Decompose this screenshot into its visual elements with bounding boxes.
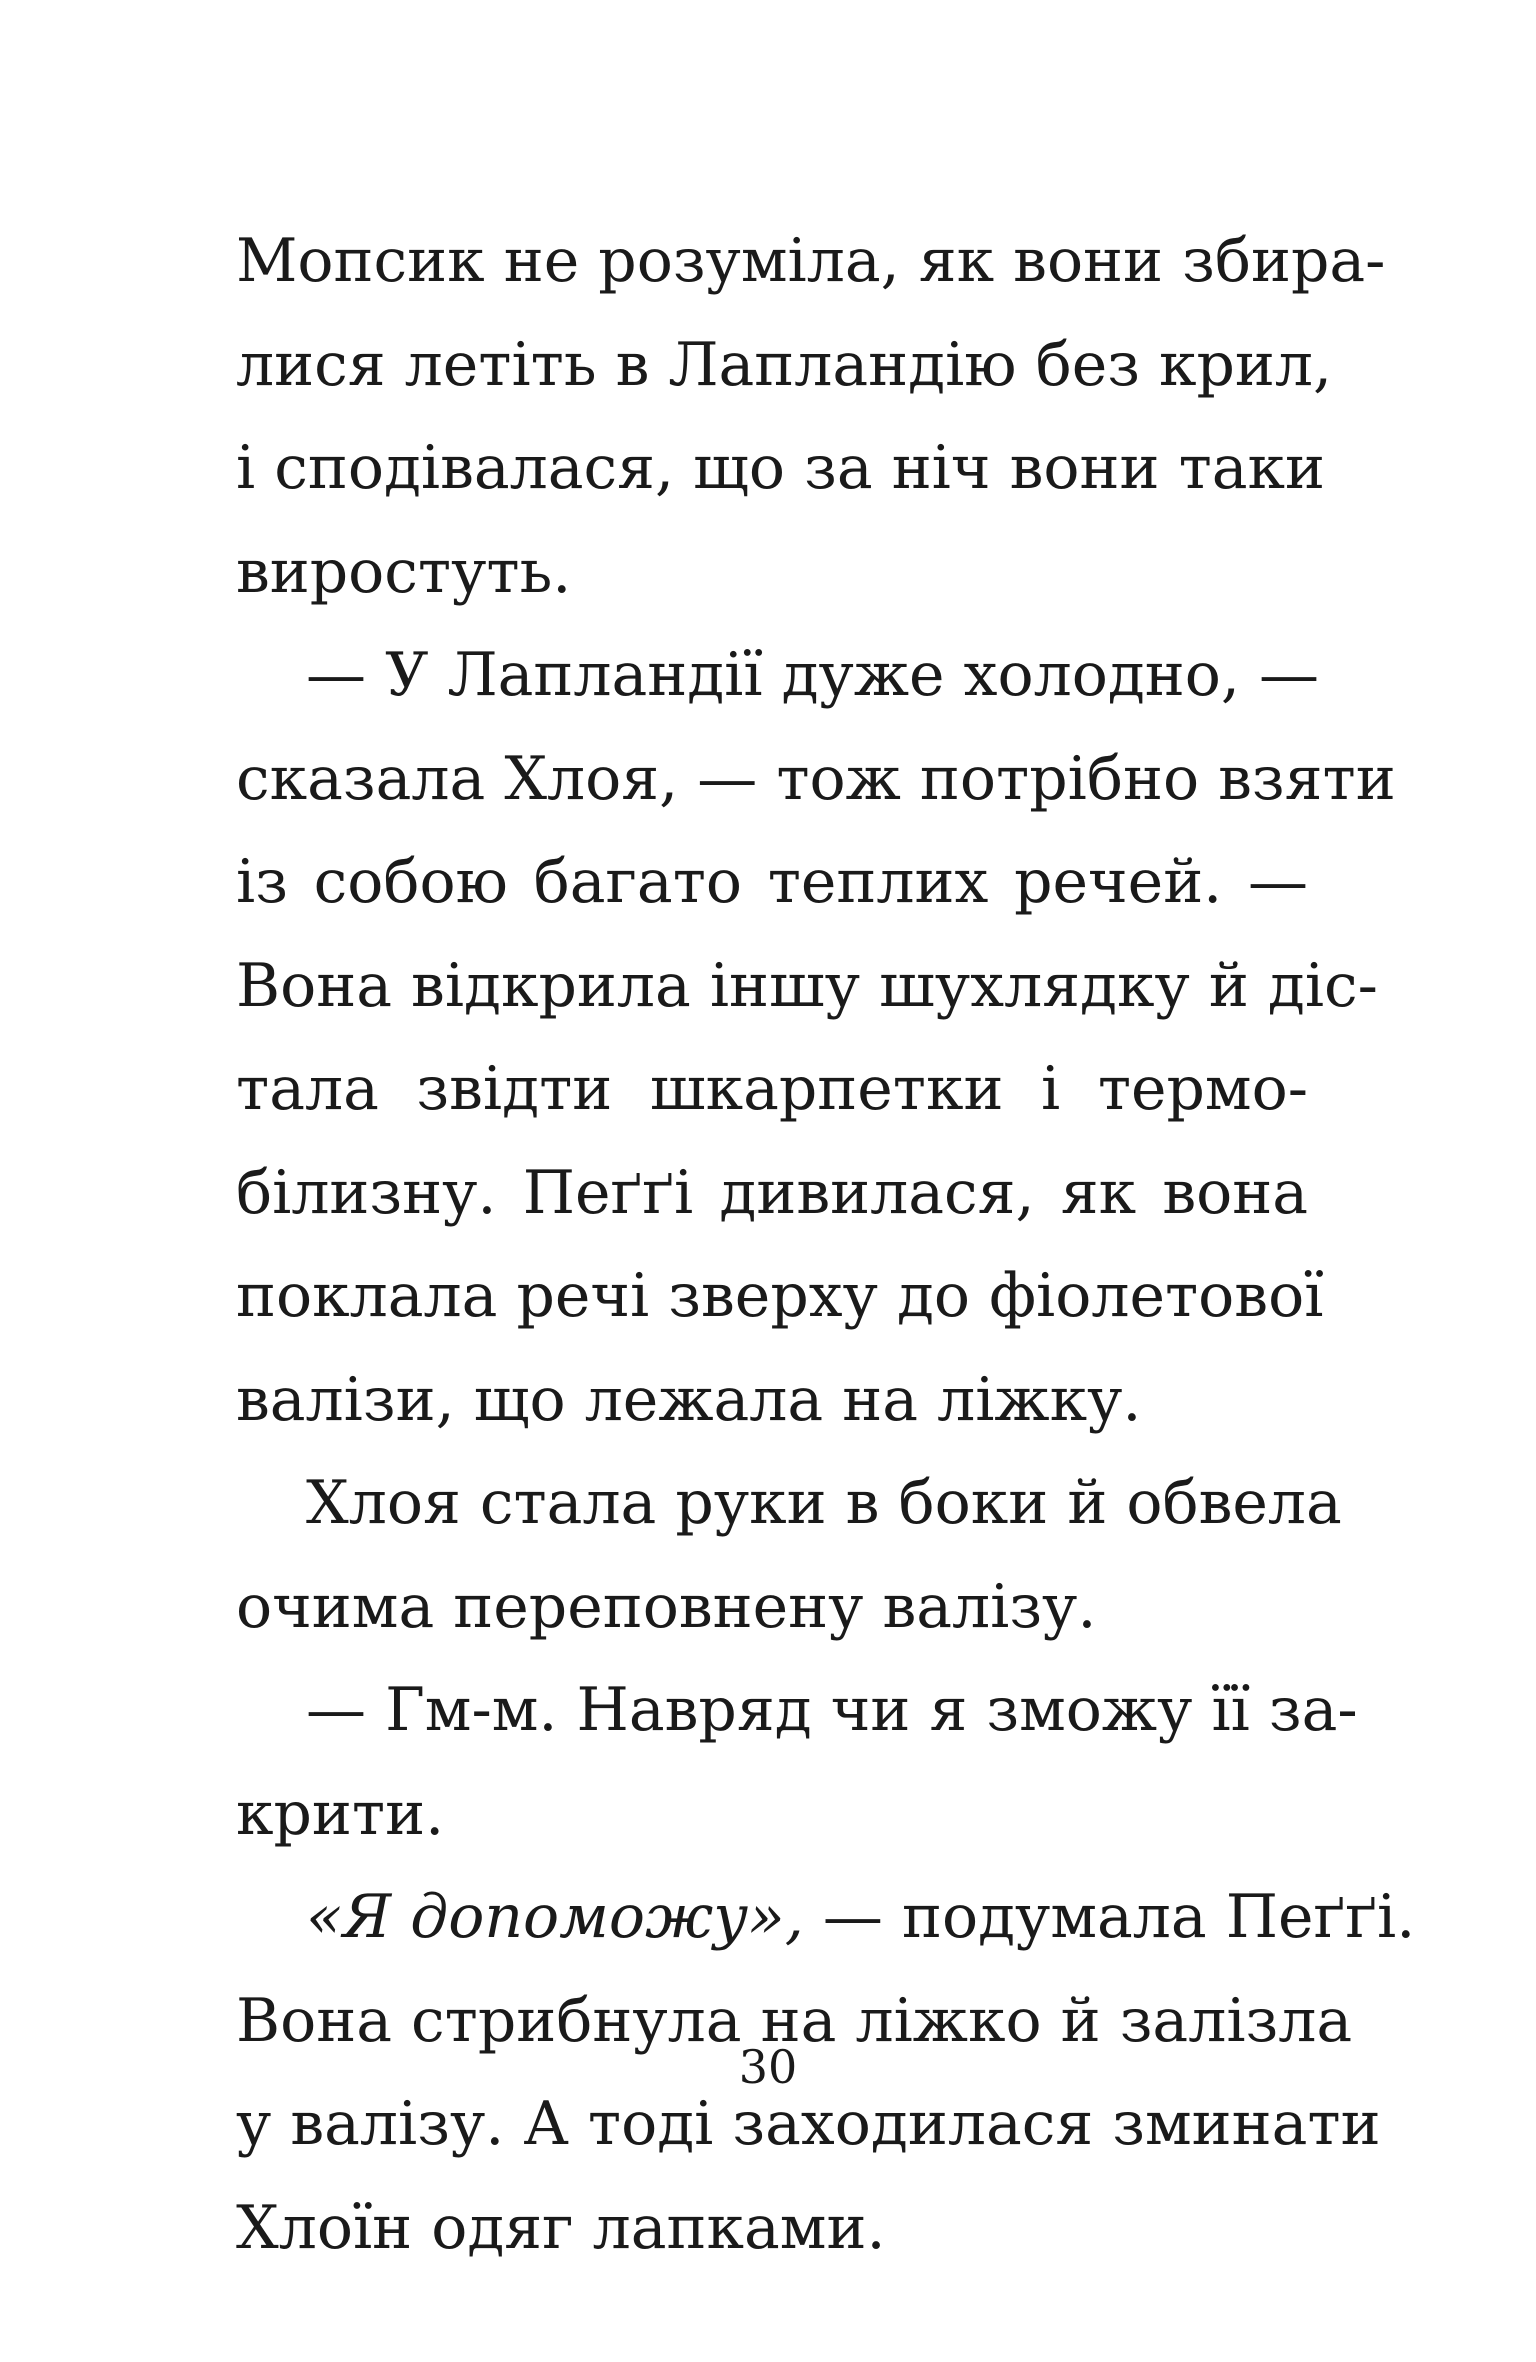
text-line: валізи, що лежала на ліжку. bbox=[236, 1364, 1142, 1435]
text-line: сказала Хлоя, — тож потрібно взяти bbox=[236, 743, 1396, 814]
text-line: білизну. Пеґґі дивилася, як вона bbox=[236, 1157, 1308, 1228]
text-line: — У Лапландії дуже холодно, — bbox=[306, 640, 1320, 710]
text-line-rest: — подумала Пеґґі. bbox=[803, 1882, 1416, 1952]
text-line: поклала речі зверху до фіолетової bbox=[236, 1261, 1324, 1331]
body-text bbox=[236, 210, 1416, 2280]
text-line: тала звідти шкарпетки і термо- bbox=[236, 1054, 1308, 1124]
text-line: і сподівалася, що за ніч вони таки bbox=[236, 433, 1326, 503]
text-line: Вона стрибнула на ліжко й залізла bbox=[236, 1985, 1353, 2056]
text-line: Мопсик не розуміла, як вони збира- bbox=[236, 226, 1386, 296]
text-line: із собою багато теплих речей. — bbox=[236, 847, 1308, 917]
text-line: Хлоїн одяг лапками. bbox=[236, 2192, 886, 2263]
text-line: очима переповнену валізу. bbox=[236, 1571, 1097, 1642]
text-line bbox=[236, 1866, 1416, 1970]
page-number: 30 bbox=[738, 2040, 798, 2094]
text-line: лися летіть в Лапландію без крил, bbox=[236, 329, 1333, 400]
text-line: Вона відкрила іншу шухлядку й діс- bbox=[236, 950, 1378, 1021]
text-line: виростуть. bbox=[236, 536, 572, 607]
text-line: крити. bbox=[236, 1778, 445, 1849]
text-line: Хлоя стала руки в боки й обвела bbox=[306, 1468, 1342, 1538]
text-line: — Гм-м. Навряд чи я зможу її за- bbox=[306, 1675, 1358, 1745]
italic-thought: «Я допоможу», bbox=[306, 1882, 804, 1952]
text-line: у валізу. А тоді заходилася зминати bbox=[236, 2089, 1381, 2159]
